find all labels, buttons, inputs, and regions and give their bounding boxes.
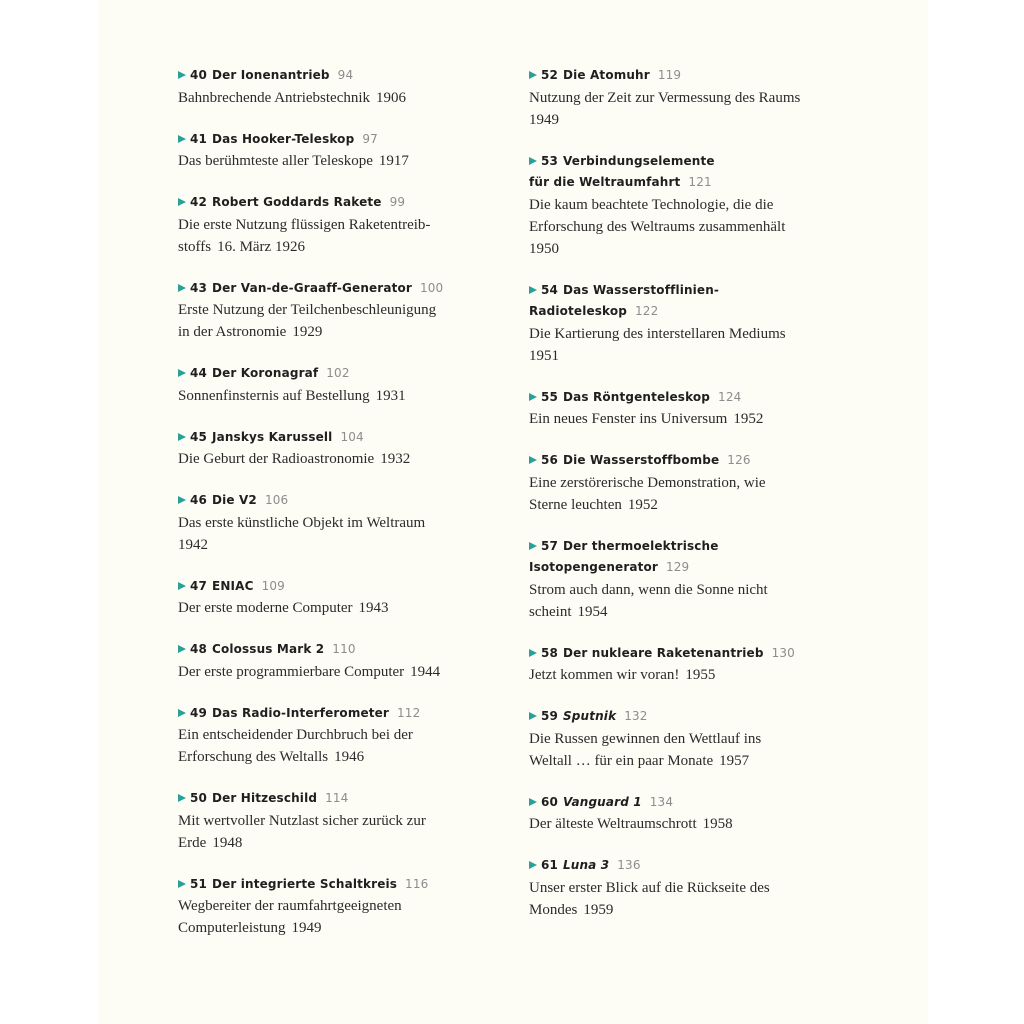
entry-heading (178, 639, 468, 661)
page-number: 102 (326, 366, 350, 380)
toc-entry (178, 65, 468, 109)
play-triangle-icon (178, 135, 186, 143)
entry-year: 1958 (702, 816, 733, 832)
entry-heading (178, 490, 468, 512)
toc-entry (529, 855, 819, 921)
entry-year: 1944 (410, 663, 441, 680)
chapter-title: Das Röntgenteleskop (563, 389, 711, 404)
description-text: Bahnbrechende Antriebstechnik (178, 89, 371, 106)
description-text: Erde (178, 834, 207, 851)
entry-description (529, 87, 819, 131)
description-line (529, 899, 819, 921)
page-number: 114 (325, 791, 349, 805)
description-line (529, 728, 819, 750)
toc-entry (178, 129, 468, 173)
description-line (529, 579, 819, 601)
chapter-number: 47 (190, 578, 207, 593)
description-line (529, 601, 819, 623)
chapter-title-line2: Isotopengenerator (529, 560, 658, 574)
chapter-number: 43 (190, 280, 207, 295)
chapter-number: 60 (541, 794, 558, 809)
description-text: Eine zerstörerische Demonstration, wie (529, 474, 766, 491)
entry-heading (178, 192, 468, 214)
chapter-number: 42 (190, 195, 207, 209)
chapter-title: Verbindungselemente (563, 153, 715, 168)
chapter-number: 49 (190, 705, 207, 720)
entry-heading (178, 874, 468, 896)
toc-entry (178, 703, 468, 769)
toc-entry (178, 874, 468, 940)
toc-entry (178, 490, 468, 556)
toc-entry (529, 706, 819, 772)
chapter-title: Robert Goddards Rakete (212, 195, 382, 209)
chapter-number: 45 (190, 429, 207, 444)
entry-description (529, 728, 819, 772)
entry-year: 1950 (529, 240, 559, 257)
chapter-title: Der Van-de-Graaff-Generator (212, 280, 412, 295)
chapter-title: Der thermoelektrische (563, 538, 719, 553)
chapter-number: 55 (541, 389, 558, 404)
chapter-title: Der Ionenantrieb (212, 68, 330, 82)
description-text: Die Kartierung des interstellaren Mediums (529, 325, 786, 342)
description-line (529, 494, 819, 516)
entry-description (178, 448, 468, 470)
description-text: Ein entscheidender Durchbruch bei der (178, 727, 413, 743)
entry-heading (178, 278, 468, 300)
description-line (178, 810, 468, 832)
page-number: 110 (332, 642, 356, 656)
play-triangle-icon (529, 542, 537, 550)
chapter-title: Das Radio-Interferometer (212, 705, 390, 720)
play-triangle-icon (178, 369, 186, 377)
toc-entry (529, 450, 819, 516)
description-line (178, 534, 468, 556)
description-text: Das berühmteste aller Teleskope (178, 153, 373, 169)
page-number: 112 (397, 705, 421, 720)
description-line (178, 724, 468, 746)
play-triangle-icon (529, 286, 537, 294)
toc-entry (529, 65, 819, 131)
description-line (529, 194, 819, 216)
entry-description (529, 579, 819, 623)
toc-entry (529, 151, 819, 260)
toc-entry (529, 280, 819, 367)
entry-description (529, 813, 819, 835)
play-triangle-icon (178, 794, 186, 802)
description-text: Die erste Nutzung flüssigen Raketentreib- (178, 216, 431, 233)
entry-year: 1948 (212, 834, 243, 851)
toc-entry (529, 536, 819, 623)
entry-description (178, 214, 468, 258)
page-number: 126 (727, 453, 751, 467)
page-number: 116 (405, 876, 429, 891)
entry-year: 1955 (685, 667, 716, 683)
chapter-title-line2: für die Weltraumfahrt (529, 175, 681, 189)
description-line (529, 472, 819, 494)
description-line (178, 917, 468, 939)
description-line (178, 512, 468, 534)
chapter-number: 59 (541, 709, 558, 723)
entry-heading (529, 387, 819, 409)
description-line (529, 813, 819, 835)
description-line (178, 597, 468, 619)
description-text: stoffs (178, 238, 212, 255)
description-text: Weltall … für ein paar Monate (529, 752, 714, 769)
chapter-title: Janskys Karussell (212, 429, 333, 444)
page-number: 136 (617, 858, 641, 872)
entry-heading (529, 151, 819, 194)
entry-heading (178, 703, 468, 725)
description-line (529, 664, 819, 686)
toc-entry (178, 192, 468, 258)
entry-year: 1949 (291, 920, 322, 936)
description-text: scheint (529, 603, 572, 620)
description-text: Ein neues Fenster ins Universum (529, 411, 728, 427)
entry-description (178, 597, 468, 619)
entry-year: 1954 (577, 603, 608, 620)
entry-year: 1931 (375, 387, 406, 404)
description-text: Der älteste Weltraumschrott (529, 816, 697, 832)
toc-entry (178, 576, 468, 620)
entry-description (178, 87, 468, 109)
chapter-number: 50 (190, 791, 207, 805)
play-triangle-icon (529, 71, 537, 79)
description-line (529, 87, 819, 109)
description-line (178, 321, 468, 343)
entry-year: 1943 (358, 600, 389, 616)
entry-description (178, 895, 468, 939)
chapter-title: Der Koronagraf (212, 366, 319, 380)
entry-year: 1929 (292, 324, 323, 340)
description-line (178, 895, 468, 917)
chapter-number: 48 (190, 642, 207, 656)
play-triangle-icon (529, 712, 537, 720)
play-triangle-icon (178, 71, 186, 79)
toc-column-left (178, 65, 468, 959)
description-text: Nutzung der Zeit zur Vermessung des Raums (529, 89, 801, 106)
play-triangle-icon (178, 496, 186, 504)
description-line (529, 238, 819, 260)
chapter-title: Die Atomuhr (563, 68, 650, 82)
play-triangle-icon (529, 456, 537, 464)
entry-year: 1946 (334, 749, 365, 765)
play-triangle-icon (178, 198, 186, 206)
entry-description (178, 299, 468, 343)
play-triangle-icon (178, 284, 186, 292)
chapter-number: 52 (541, 68, 558, 82)
entry-description (178, 724, 468, 768)
description-line (178, 299, 468, 321)
page-number: 134 (649, 794, 674, 809)
entry-description (178, 512, 468, 556)
description-line (529, 109, 819, 131)
description-line (178, 214, 468, 236)
entry-year: 1906 (376, 89, 407, 106)
description-line (529, 345, 819, 367)
chapter-title: Die Wasserstoffbombe (563, 453, 720, 467)
description-text: Der erste moderne Computer (178, 600, 353, 616)
entry-heading (529, 706, 819, 728)
play-triangle-icon (178, 582, 186, 590)
toc-entry (178, 278, 468, 344)
chapter-title: Der nukleare Raketenantrieb (563, 645, 764, 660)
entry-heading (178, 788, 468, 810)
entry-description (529, 323, 819, 367)
description-line (529, 323, 819, 345)
description-text: Die Russen gewinnen den Wettlauf ins (529, 730, 762, 747)
description-text: in der Astronomie (178, 324, 287, 340)
description-text: Jetzt kommen wir voran! (529, 667, 680, 683)
description-text: Computerleistung (178, 920, 286, 936)
entry-heading (529, 280, 819, 323)
description-line (178, 150, 468, 172)
description-line (529, 750, 819, 772)
description-line (178, 87, 468, 109)
chapter-number: 40 (190, 68, 207, 82)
entry-year: 1957 (719, 752, 750, 769)
toc-entry (178, 363, 468, 407)
entry-year: 1917 (378, 153, 409, 169)
page-number: 100 (419, 280, 444, 295)
page-number: 121 (688, 175, 712, 189)
entry-description (178, 150, 468, 172)
entry-description (178, 661, 468, 683)
toc-entry (178, 788, 468, 854)
chapter-number: 56 (541, 453, 558, 467)
chapter-number: 41 (190, 131, 207, 146)
toc-entry (529, 643, 819, 687)
play-triangle-icon (178, 645, 186, 653)
chapter-title: Colossus Mark 2 (212, 642, 325, 656)
entry-year: 1932 (380, 451, 411, 467)
chapter-title: Luna 3 (563, 858, 610, 872)
page-number: 122 (635, 304, 659, 318)
description-text: Die Geburt der Radioastronomie (178, 451, 375, 467)
description-text: Wegbereiter der raumfahrtgeeigneten (178, 898, 402, 914)
description-line (178, 385, 468, 407)
entry-year: 16. März 1926 (217, 238, 305, 255)
chapter-number: 54 (541, 282, 558, 297)
entry-description (529, 664, 819, 686)
chapter-number: 46 (190, 493, 207, 507)
description-text: Sonnenfinsternis auf Bestellung (178, 387, 370, 404)
toc-column-right (529, 65, 819, 941)
description-text: Der erste programmierbare Computer (178, 663, 405, 680)
description-text: Mit wertvoller Nutzlast sicher zurück zur (178, 812, 426, 829)
play-triangle-icon (529, 798, 537, 806)
play-triangle-icon (178, 709, 186, 717)
page-number: 130 (771, 645, 795, 660)
play-triangle-icon (529, 157, 537, 165)
description-text: Erste Nutzung der Teilchenbeschleunigung (178, 302, 437, 318)
toc-entry (529, 387, 819, 431)
entry-year: 1959 (583, 901, 614, 918)
entry-description (178, 385, 468, 407)
chapter-title: Die V2 (212, 493, 257, 507)
chapter-number: 51 (190, 876, 207, 891)
page-number: 124 (718, 389, 742, 404)
play-triangle-icon (529, 393, 537, 401)
description-line (529, 216, 819, 238)
chapter-title: Das Hooker-Teleskop (212, 131, 355, 146)
description-text: Unser erster Blick auf die Rückseite des (529, 879, 770, 896)
page-number: 99 (389, 195, 406, 209)
description-text: Strom auch dann, wenn die Sonne nicht (529, 581, 768, 598)
entry-heading (529, 450, 819, 472)
chapter-title: Der Hitzeschild (212, 791, 318, 805)
description-text: Die kaum beachtete Technologie, die die (529, 196, 774, 213)
page-number: 132 (624, 709, 648, 723)
entry-heading (178, 363, 468, 385)
entry-year: 1952 (733, 411, 764, 427)
page-number: 104 (340, 429, 364, 444)
entry-heading (178, 65, 468, 87)
entry-description (178, 810, 468, 854)
description-line (178, 746, 468, 768)
entry-year: 1952 (627, 496, 658, 513)
chapter-title: ENIAC (212, 578, 254, 593)
play-triangle-icon (529, 861, 537, 869)
chapter-title: Vanguard 1 (563, 794, 642, 809)
entry-heading (178, 129, 468, 151)
description-line (178, 661, 468, 683)
description-text: Mondes (529, 901, 578, 918)
entry-year: 1942 (178, 536, 208, 553)
chapter-number: 44 (190, 366, 207, 380)
play-triangle-icon (529, 649, 537, 657)
description-line (178, 448, 468, 470)
entry-description (529, 472, 819, 516)
toc-entry (529, 792, 819, 836)
chapter-title: Der integrierte Schaltkreis (212, 876, 398, 891)
chapter-number: 61 (541, 858, 558, 872)
entry-heading (529, 65, 819, 87)
entry-heading (529, 855, 819, 877)
play-triangle-icon (178, 433, 186, 441)
chapter-title: Sputnik (563, 709, 617, 723)
chapter-number: 53 (541, 153, 558, 168)
page-number: 119 (657, 68, 682, 82)
description-line (178, 832, 468, 854)
entry-heading (529, 792, 819, 814)
entry-heading (178, 427, 468, 449)
description-line (529, 408, 819, 430)
entry-heading (529, 536, 819, 579)
entry-heading (529, 643, 819, 665)
description-text: Sterne leuchten (529, 496, 622, 513)
page-number: 106 (264, 493, 289, 507)
toc-entry (178, 639, 468, 683)
chapter-number: 57 (541, 538, 558, 553)
description-line (178, 236, 468, 258)
page-number: 94 (337, 68, 354, 82)
toc-entry (178, 427, 468, 471)
page-number: 109 (261, 578, 285, 593)
description-text: Erforschung des Weltraums zusammenhält (529, 218, 786, 235)
description-text: Erforschung des Weltalls (178, 749, 329, 765)
entry-heading (178, 576, 468, 598)
entry-year: 1949 (529, 111, 559, 128)
chapter-number: 58 (541, 645, 558, 660)
play-triangle-icon (178, 880, 186, 888)
page-number: 97 (362, 131, 378, 146)
page-number: 129 (665, 560, 690, 574)
chapter-title: Das Wasserstofflinien-Radioteleskop (529, 282, 720, 318)
entry-description (529, 408, 819, 430)
entry-description (529, 194, 819, 260)
description-line (529, 877, 819, 899)
entry-year: 1951 (529, 347, 559, 364)
entry-description (529, 877, 819, 921)
description-text: Das erste künstliche Objekt im Weltraum (178, 514, 426, 531)
